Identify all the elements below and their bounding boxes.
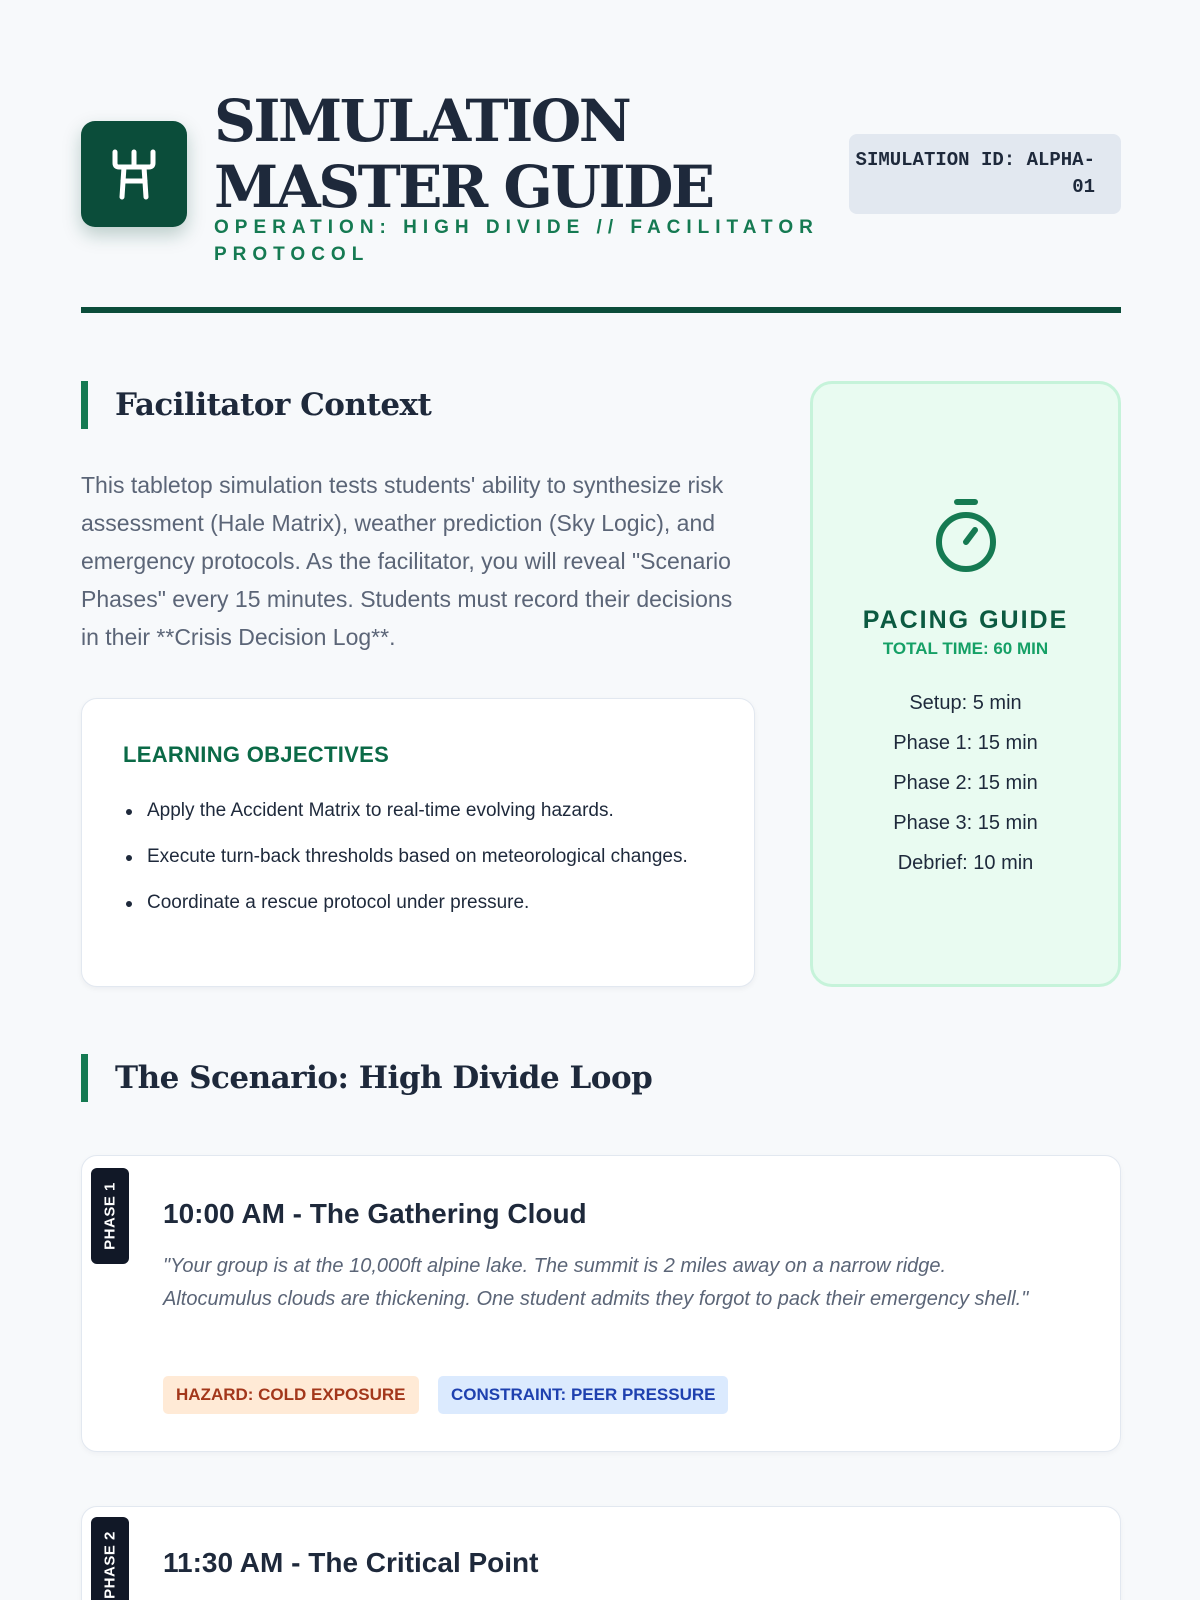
pacing-item: Setup: 5 min — [909, 692, 1022, 714]
header-divider — [81, 307, 1121, 313]
objectives-heading: LEARNING OBJECTIVES — [123, 742, 390, 767]
context-paragraph: This tabletop simulation tests students' ability to synthesize risk assessment (Hale Matrix), weather prediction (Sky Logic), and emergency protocols. As the facilitator, you will reveal "Scenario Phases" every 15 minutes. Students must record their decisions in their **Crisis Decision Log**. — [81, 472, 733, 650]
pacing-item: Debrief: 10 min — [897, 852, 1034, 874]
phase-title: 11:30 AM - The Critical Point — [163, 1547, 539, 1578]
constraint-tag: CONSTRAINT: PEER PRESSURE — [438, 1376, 728, 1414]
phase-card — [81, 1506, 1121, 1600]
simulation-id-badge: SIMULATION ID: ALPHA-01 — [849, 134, 1121, 214]
pacing-item: Phase 3: 15 min — [893, 812, 1038, 834]
scenario-heading: The Scenario: High Divide Loop — [81, 1054, 652, 1102]
phase-quote: "Your group is at the 10,000ft alpine lake. The summit is 2 miles away on a narrow ridge. Altocumulus clouds are thickening. One student admits they forgot to pack their emergency shell." — [163, 1255, 1029, 1310]
page-title: SIMULATION MASTER GUIDE — [214, 87, 713, 221]
pacing-total-time: TOTAL TIME: 60 MIN — [882, 639, 1049, 658]
watchtower-icon — [110, 147, 158, 201]
objective-item: Apply the Accident Matrix to real-time evolving hazards. — [123, 797, 714, 824]
phase-tab-label: PHASE 2 — [101, 1531, 119, 1599]
stopwatch-icon — [933, 497, 999, 575]
hazard-tag: HAZARD: COLD EXPOSURE — [163, 1376, 419, 1414]
objective-item: Coordinate a rescue protocol under pressure. — [123, 889, 714, 916]
page-subtitle: OPERATION: HIGH DIVIDE // FACILITATOR PROTOCOL — [214, 217, 819, 265]
context-heading: Facilitator Context — [81, 381, 431, 429]
pacing-item: Phase 2: 15 min — [893, 772, 1038, 794]
objective-item: Execute turn-back thresholds based on meteorological changes. — [123, 843, 714, 870]
logo — [81, 121, 187, 227]
pacing-item: Phase 1: 15 min — [893, 732, 1038, 754]
phase-tab — [91, 1168, 129, 1264]
pacing-heading: PACING GUIDE — [862, 606, 1069, 634]
header — [81, 88, 1121, 268]
phase-title: 10:00 AM - The Gathering Cloud — [163, 1198, 587, 1229]
objectives-list — [123, 797, 714, 916]
learning-objectives-card — [81, 698, 755, 987]
phase-card — [81, 1155, 1121, 1452]
phase-tab-label: PHASE 1 — [101, 1182, 119, 1250]
pacing-list — [813, 683, 1118, 883]
phase-tab — [91, 1517, 129, 1600]
pacing-guide-card — [810, 381, 1121, 987]
